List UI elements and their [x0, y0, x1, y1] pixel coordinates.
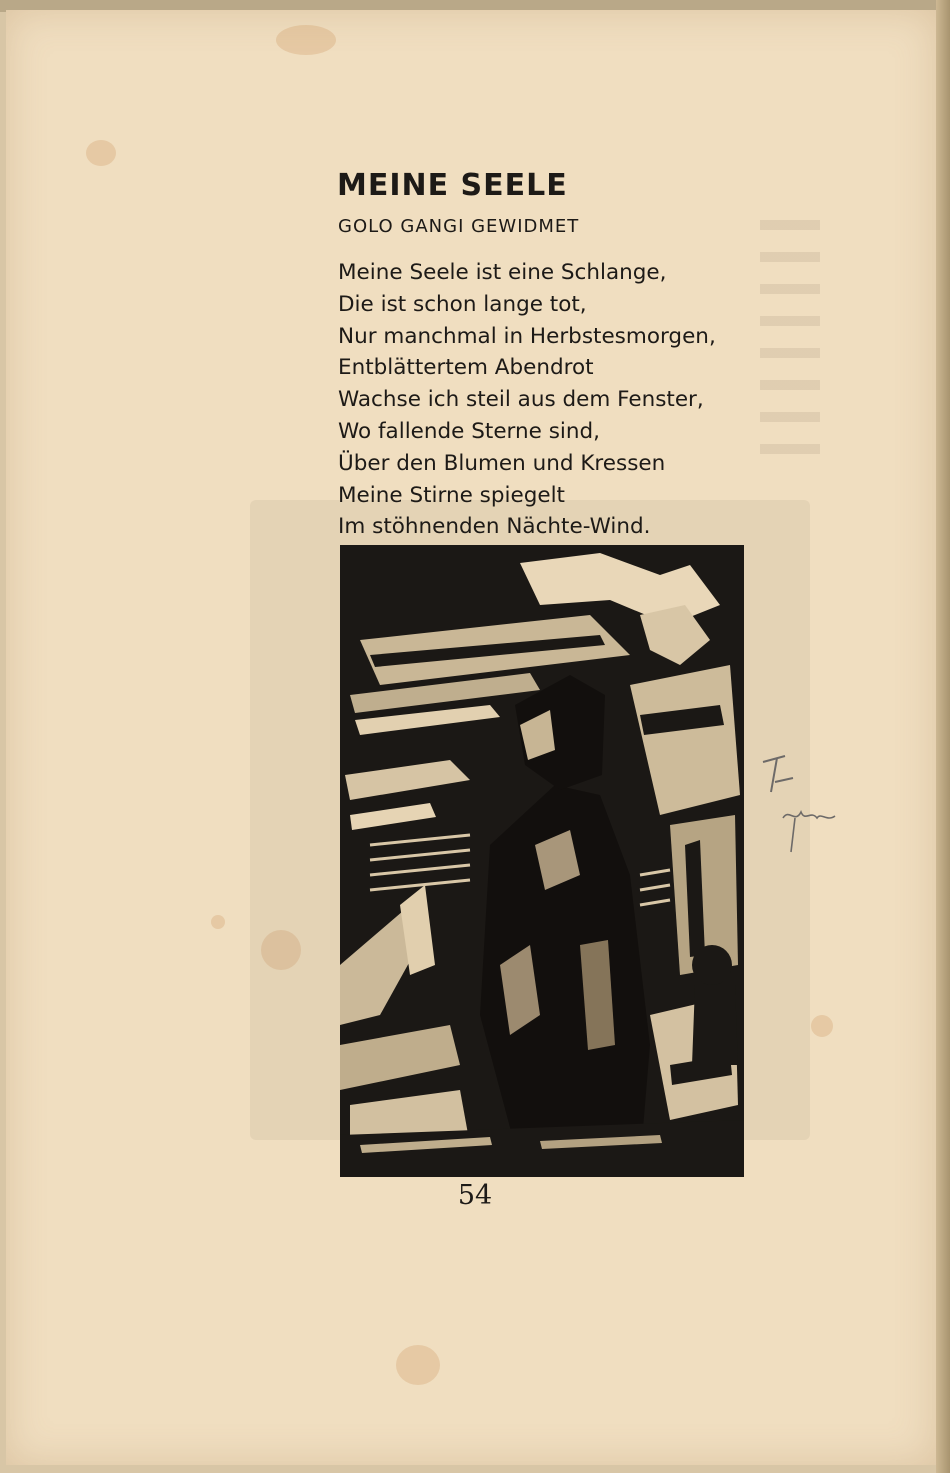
page-number: 54: [457, 1180, 493, 1211]
poem-line: Meine Stirne spiegelt: [338, 482, 565, 508]
poem-line: Wachse ich steil aus dem Fenster,: [338, 387, 704, 413]
poem-line: Im stöhnenden Nächte-Wind.: [338, 514, 651, 540]
woodcut-image: [340, 545, 744, 1177]
foxing-stain: [811, 1015, 833, 1037]
woodcut-illustration: [340, 545, 744, 1177]
poem-line: Meine Seele ist eine Schlange,: [338, 260, 667, 285]
poem-line: Nur manchmal in Herbstesmorgen,: [338, 323, 716, 349]
foxing-stain: [396, 1345, 440, 1385]
pencil-annotation: [755, 752, 855, 862]
poem-body: [338, 257, 716, 543]
foxing-stain: [211, 915, 225, 929]
poem-line: Wo fallende Sterne sind,: [338, 418, 600, 444]
poem-line: Die ist schon lange tot,: [338, 291, 587, 317]
foxing-stain: [276, 25, 336, 55]
poem-title: MEINE SEELE: [337, 168, 568, 203]
foxing-stain: [86, 140, 116, 166]
poem-line: Über den Blumen und Kressen: [338, 450, 666, 476]
book-right-edge: [936, 0, 950, 1473]
poem-dedication: GOLO GANGI GEWIDMET: [338, 216, 580, 237]
poem-line: Entblättertem Abendrot: [338, 355, 594, 381]
show-through-reverse-text: [760, 220, 820, 460]
